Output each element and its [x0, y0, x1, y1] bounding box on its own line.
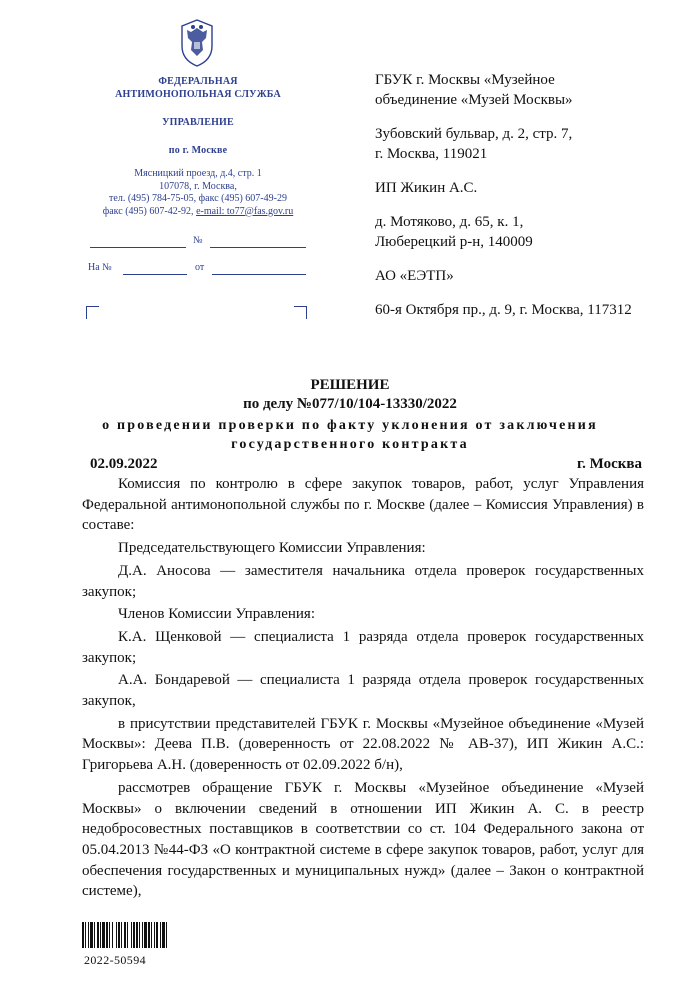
sender-address-line-2: 107078, г. Москва,	[159, 180, 237, 192]
barcode-bar	[102, 922, 105, 948]
body-paragraph-7: в присутствии представителей ГБУК г. Москвы «Музейное объединение «Музей Москвы»: Деева П.В. (доверенность от 22.08.2022 № АВ-37), ИП Жикин А.С.: Григорьева А.Н. (доверенность от 02.09.2022 б/н),	[82, 715, 644, 774]
barcode-bar	[116, 922, 117, 948]
barcode-bar	[127, 922, 128, 948]
decision-city: г. Москва	[577, 456, 642, 472]
reply-to-date-label: от	[195, 262, 205, 273]
barcode-bar	[100, 922, 101, 948]
barcode-bar	[148, 922, 150, 948]
barcode-bar	[133, 922, 135, 948]
reply-to-number-line	[123, 274, 187, 275]
body-paragraph-6: А.А. Бондаревой — специалиста 1 разряда отдела проверок государственных закупок,	[82, 672, 644, 710]
decision-subject-line-2: государственного контракта	[231, 437, 469, 452]
barcode-bar	[106, 922, 108, 948]
sender-department: УПРАВЛЕНИЕ	[162, 117, 234, 128]
outgoing-number-label: №	[193, 235, 203, 246]
barcode-bar	[82, 922, 84, 948]
recipient-2-name: ИП Жикин А.С.	[375, 180, 478, 196]
decision-body	[82, 474, 644, 904]
barcode-bar	[142, 922, 143, 948]
sender-phone: тел. (495) 784-75-05, факс (495) 607-49-29	[109, 193, 287, 204]
decision-subject	[0, 416, 700, 454]
sender-name-line-2: АНТИМОНОПОЛЬНАЯ СЛУЖБА	[115, 89, 281, 100]
decision-case-number: по делу №077/10/104-13330/2022	[243, 396, 457, 412]
barcode-bar	[109, 922, 110, 948]
barcode-bar	[156, 922, 158, 948]
sender-address	[70, 168, 326, 218]
reply-to-date-line	[212, 274, 306, 275]
decision-subject-line-1: о проведении проверки по факту уклонения от заключения	[102, 418, 598, 433]
barcode-bar	[166, 922, 167, 948]
sender-address-line-1: Мясницкий проезд, д.4, стр. 1	[134, 168, 262, 179]
barcode-bar	[160, 922, 161, 948]
sender-email-link[interactable]: e-mail: to77@fas.gov.ru	[196, 205, 294, 217]
barcode-number: 2022-50594	[84, 953, 146, 967]
barcode-bar	[124, 922, 126, 948]
body-paragraph-8: рассмотрев обращение ГБУК г. Москвы «Музейное объединение «Музей Москвы» о включении сведений в отношении ИП Жикин А. С. в реестр недобросовестных поставщиков в соответствии со ст. 104 Федерального закона от 05.04.2013 №44-ФЗ «О контрактной системе в сфере закупок товаров, работ, услуг для обеспечения государственных и муниципальных нужд» (далее – Закон о контрактной системе),	[82, 779, 644, 900]
body-paragraph-5: К.А. Щенковой — специалиста 1 разряда отдела проверок государственных закупок;	[82, 628, 644, 666]
recipient-2-address: д. Мотяково, д. 65, к. 1, Люберецкий р-н, 140009	[375, 214, 533, 250]
sender-city: по г. Москве	[168, 145, 228, 156]
sender-fax-email	[70, 206, 326, 219]
sender-org-name	[80, 75, 316, 101]
body-paragraph-1: Комиссия по контролю в сфере закупок товаров, работ, услуг Управления Федеральной антимонопольной службы по г. Москве (далее – Комиссия Управления) в составе:	[82, 476, 644, 534]
barcode-bar	[121, 922, 122, 948]
recipients-block	[375, 70, 675, 334]
barcode-bar	[139, 922, 140, 948]
barcode-bar	[162, 922, 165, 948]
recipient-1-address: Зубовский бульвар, д. 2, стр. 7, г. Москва, 119021	[375, 126, 573, 162]
barcode-bar	[85, 922, 86, 948]
address-corner-left	[86, 306, 99, 319]
sender-fax: факс (495) 607-42-92,	[102, 205, 197, 217]
recipient-3-address: 60-я Октября пр., д. 9, г. Москва, 117312	[375, 302, 632, 318]
decision-title: РЕШЕНИЕ	[310, 377, 390, 393]
address-corner-right	[294, 306, 307, 319]
reply-to-number-label: На №	[88, 262, 112, 273]
barcode-bar	[144, 922, 147, 948]
decision-date: 02.09.2022	[90, 456, 158, 472]
barcode-bar	[90, 922, 93, 948]
barcode-bar	[112, 922, 113, 948]
recipient-3-name: АО «ЕЭТП»	[375, 268, 454, 284]
outgoing-date-line	[90, 247, 186, 248]
barcode-bar	[131, 922, 132, 948]
barcode-bar	[136, 922, 138, 948]
barcode-icon	[82, 922, 200, 948]
body-paragraph-4: Членов Комиссии Управления:	[118, 606, 315, 623]
barcode-bar	[88, 922, 89, 948]
coat-of-arms-icon	[176, 16, 218, 68]
sender-name-line-1: ФЕДЕРАЛЬНАЯ	[158, 76, 238, 87]
barcode-bar	[94, 922, 95, 948]
outgoing-number-line	[210, 247, 306, 248]
barcode-bar	[151, 922, 152, 948]
recipient-1-name: ГБУК г. Москвы «Музейное объединение «Музей Москвы»	[375, 72, 573, 108]
body-paragraph-2: Председательствующего Комиссии Управления:	[118, 540, 426, 557]
body-paragraph-3: Д.А. Аносова — заместителя начальника отдела проверок государственных закупок;	[82, 562, 644, 600]
barcode-bar	[118, 922, 120, 948]
barcode-bar	[97, 922, 99, 948]
barcode-bar	[154, 922, 155, 948]
